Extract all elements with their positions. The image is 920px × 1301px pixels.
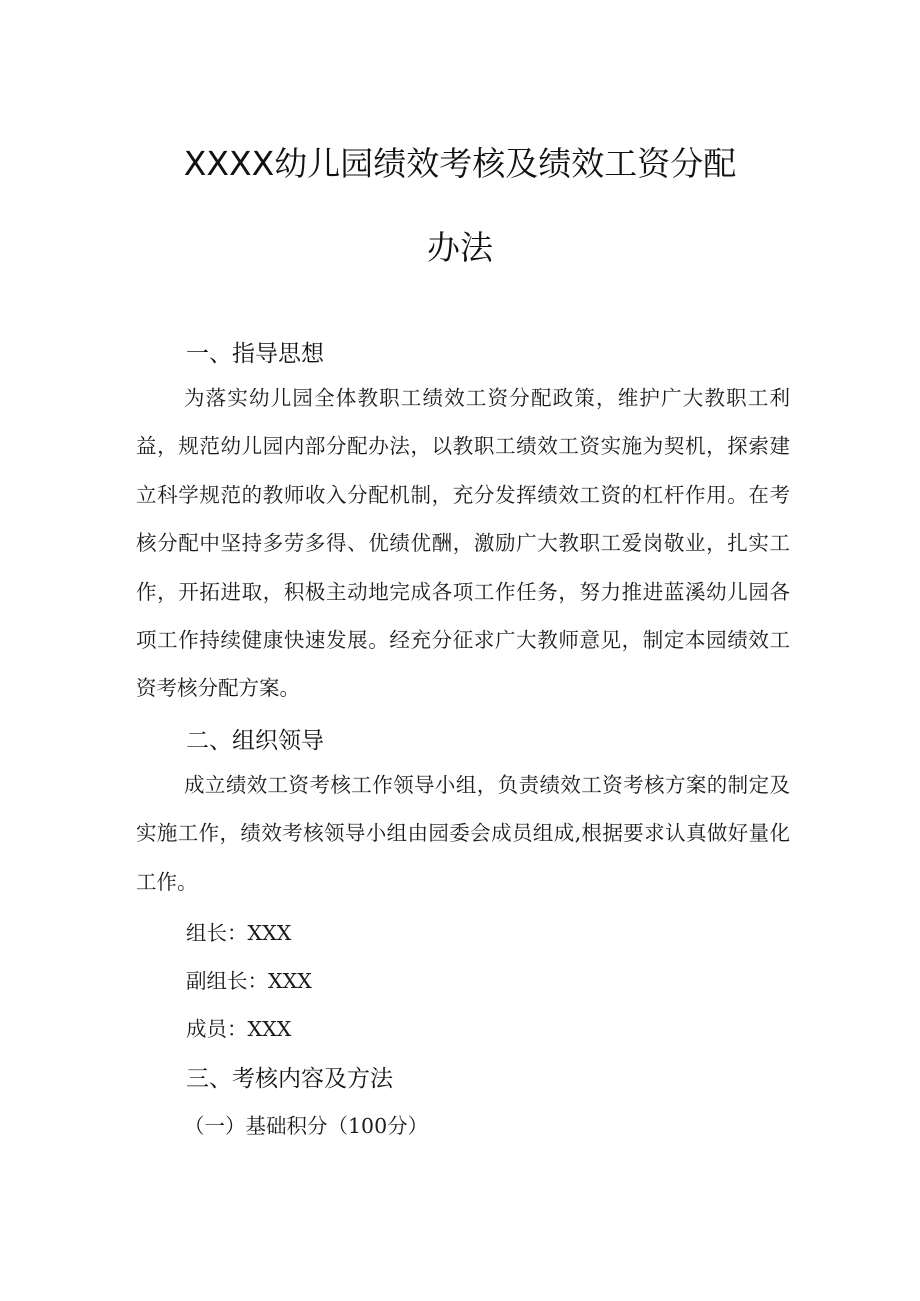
section-paragraph-organization: 成立绩效工资考核工作领导小组，负责绩效工资考核方案的制定及实施工作，绩效考核领导小组由园委会成员组成,根据要求认真做好量化工作。 (136, 773, 790, 894)
section-paragraph-guiding-ideology: 为落实幼儿园全体教职工绩效工资分配政策，维护广大教职工利益，规范幼儿园内部分配办法，以教职工绩效工资实施为契机，探索建立科学规范的教师收入分配机制，充分发挥绩效工资的杠杆作用。在考核分配中坚持多劳多得、优绩优酬，激励广大教职工爱岗敬业，扎实工作，开拓进取，积极主动地完成各项工作任务，努力推进蓝溪幼儿园各项工作持续健康快速发展。经充分征求广大教师意见，制定本园绩效工资考核分配方案。 (136, 386, 790, 701)
member-members: 成员：XXX (186, 1017, 292, 1041)
member-leader: 组长：XXX (186, 921, 292, 945)
subheading-basic-points: （一）基础积分（100分） (184, 1114, 429, 1138)
section-heading-guiding-ideology: 一、指导思想 (186, 341, 324, 367)
member-deputy-leader: 副组长：XXX (186, 969, 312, 993)
section-heading-assessment: 三、考核内容及方法 (186, 1066, 393, 1092)
document-title-line2: 办法 (427, 228, 493, 267)
section-heading-organization: 二、组织领导 (186, 728, 324, 754)
document-title-line1: XXXX幼儿园绩效考核及绩效工资分配 (183, 144, 737, 183)
